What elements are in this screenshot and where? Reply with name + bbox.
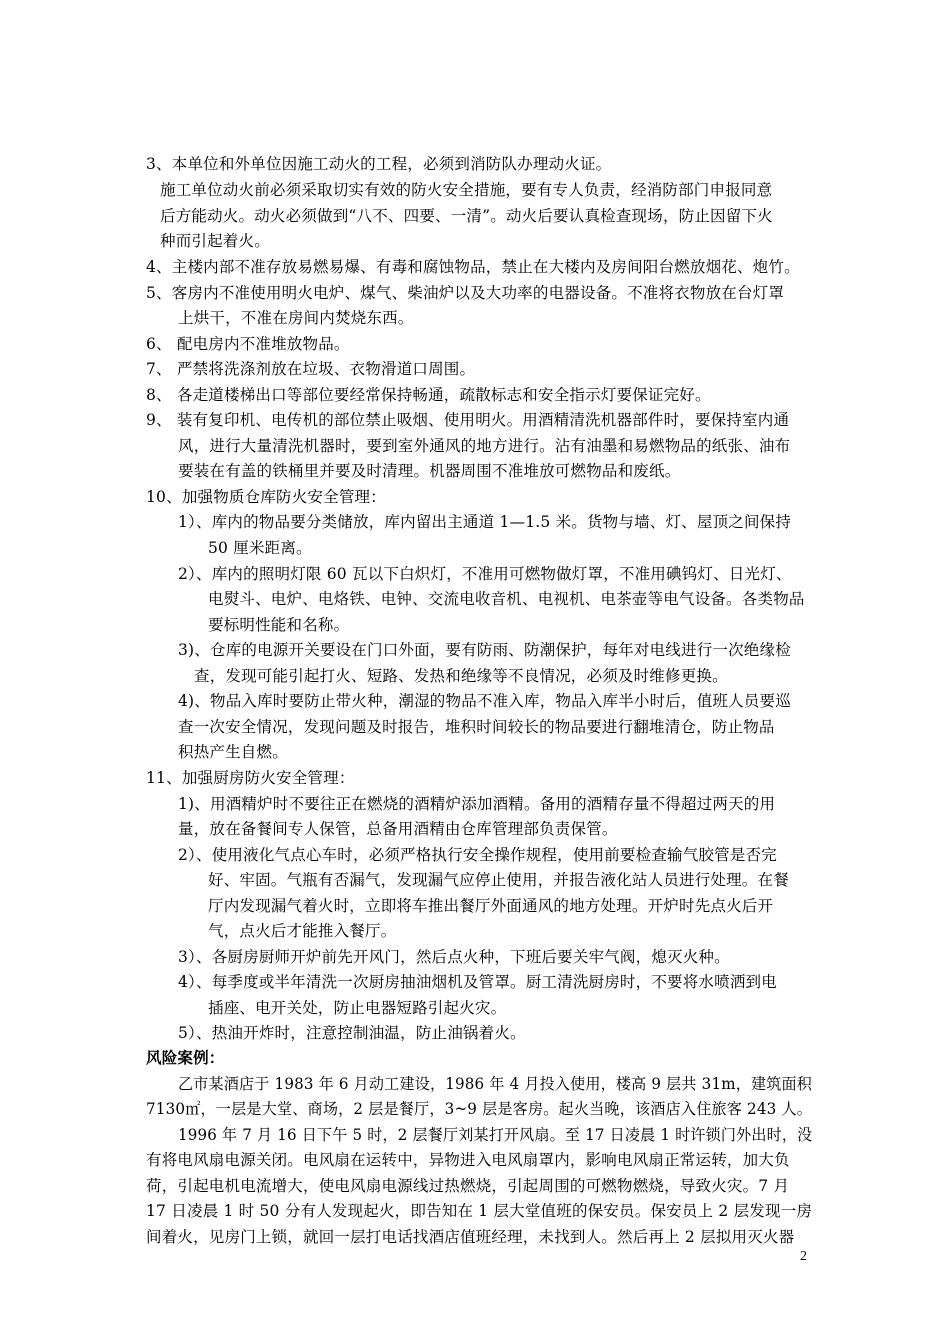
rule-11-3: 3）、各厨房厨师开炉前先开风门，然后点火种，下班后要关牢气阀，熄灭火种。 <box>178 948 730 966</box>
rule-10-1-line: 50 厘米距离。 <box>208 539 312 557</box>
rule-11-5: 5）、热油开炸时，注意控制油温，防止油锅着火。 <box>178 1024 526 1042</box>
rule-11-1-line: 1)、用酒精炉时不要往正在燃烧的酒精炉添加酒精。备用的酒精存量不得超过两天的用 <box>178 795 776 813</box>
rule-10-4-line: 积热产生自燃。 <box>178 743 288 761</box>
rule-5-line: 5、客房内不准使用明火电炉、煤气、柴油炉以及大功率的电器设备。不准将衣物放在台灯罩 <box>146 284 785 302</box>
rule-11-2-line: 气，点火后才能推入餐厅。 <box>208 922 397 940</box>
rule-10-2-line: 要标明性能和名称。 <box>208 616 350 634</box>
rule-5-line: 上烘干，不准在房间内焚烧东西。 <box>178 309 414 327</box>
risk-case-heading: 风险案例： <box>146 1049 225 1067</box>
rule-10-1-line: 1）、库内的物品要分类储放，库内留出主通道 1—1.5 米。货物与墙、灯、屋顶之间保持 <box>178 513 792 531</box>
rule-3-title: 3、本单位和外单位因施工动火的工程，必须到消防队办理动火证。 <box>146 155 612 173</box>
rule-11-2-line: 厅内发现漏气着火时，立即将车推出餐厅外面通风的地方处理。开炉时先点火后开 <box>208 897 774 915</box>
rule-9-line: 9、 装有复印机、电传机的部位禁止吸烟、使用明火。用酒精清洗机器部件时，要保持室内通 <box>146 411 790 429</box>
rule-10-3-line: 3)、仓库的电源开关要设在门口外面，要有防雨、防潮保护，每年对电线进行一次绝缘检 <box>178 641 791 659</box>
rule-10-2-line: 电熨斗、电炉、电烙铁、电钟、交流电收音机、电视机、电茶壶等电气设备。各类物品 <box>208 590 805 608</box>
rule-11-4-line: 4）、每季度或半年清洗一次厨房抽油烟机及管罩。厨工清洗厨房时，不要将水喷洒到电 <box>178 973 777 991</box>
case-paragraph-2-line: 荷，引起电机电流增大，使电风扇电源线过热燃烧，引起周围的可燃物燃烧，导致火灾。7 月 <box>146 1177 790 1195</box>
rule-3-detail-line: 后方能动火。动火必须做到“八不、四要、一清”。动火后要认真检查现场，防止因留下火 <box>160 207 773 225</box>
rule-11-2-line: 好、牢固。气瓶有否漏气，发现漏气应停止使用，并报告液化站人员进行处理。在餐 <box>208 871 789 889</box>
rule-10-2-line: 2）、库内的照明灯限 60 瓦以下白炽灯，不准用可燃物做灯罩，不准用碘钨灯、日光灯、 <box>178 565 792 583</box>
rule-9-line: 要装在有盖的铁桶里并要及时清理。机器周围不准堆放可燃物品和废纸。 <box>178 462 681 480</box>
case-paragraph-2-line: 有将电风扇电源关闭。电风扇在运转中，异物进入电风扇罩内，影响电风扇正常运转，加大负 <box>146 1151 790 1169</box>
case-paragraph-1-line: 7130㎡，一层是大堂、商场，2 层是餐厅，3~9 层是客房。起火当晚，该酒店入住旅客 243 人。 <box>146 1100 813 1118</box>
rule-10-title: 10、加强物质仓库防火安全管理： <box>146 488 386 506</box>
case-paragraph-2-line: 17 日凌晨 1 时 50 分有人发现起火，即告知在 1 层大堂值班的保安员。保安员上 2 层发现一房 <box>146 1202 813 1220</box>
rule-10-4-line: 查一次安全情况，发现问题及时报告，堆积时间较长的物品要进行翻堆清仓，防止物品 <box>178 718 775 736</box>
rule-11-4-line: 插座、电开关处，防止电器短路引起火灾。 <box>208 999 507 1017</box>
rule-11-1-line: 量，放在备餐间专人保管，总备用酒精由仓库管理部负责保管。 <box>178 820 618 838</box>
case-paragraph-2-line: 间着火，见房门上锁，就回一层打电话找酒店值班经理，未找到人。然后再上 2 层拟用灭火器 <box>146 1228 795 1246</box>
rule-9-line: 风，进行大量清洗机器时，要到室外通风的地方进行。沾有油墨和易燃物品的纸张、油布 <box>178 437 791 455</box>
rule-6: 6、 配电房内不准堆放物品。 <box>146 335 350 353</box>
case-paragraph-1-line: 乙市某酒店于 1983 年 6 月动工建设，1986 年 4 月投入使用，楼高 9 层共 31m，建筑面积 <box>178 1075 813 1093</box>
rule-10-3-line: 查，发现可能引起打火、短路、发热和绝缘等不良情况，必须及时维修更换。 <box>194 667 728 685</box>
rule-3-detail-line: 种而引起着火。 <box>160 232 270 250</box>
rule-7: 7、 严禁将洗涤剂放在垃圾、衣物滑道口周围。 <box>146 360 476 378</box>
rule-11-title: 11、加强厨房防火安全管理： <box>146 769 355 787</box>
rule-8: 8、 各走道楼梯出口等部位要经常保持畅通，疏散标志和安全指示灯要保证完好。 <box>146 386 711 404</box>
rule-3-detail-line: 施工单位动火前必须采取切实有效的防火安全措施，要有专人负责，经消防部门申报同意 <box>160 181 773 199</box>
rule-11-2-line: 2）、使用液化气点心车时，必须严格执行安全操作规程，使用前要检查输气胶管是否完 <box>178 846 777 864</box>
rule-4: 4、主楼内部不准存放易燃易爆、有毒和腐蚀物品，禁止在大楼内及房间阳台燃放烟花、炮竹。 <box>146 258 800 276</box>
rule-10-4-line: 4)、物品入库时要防止带火种，潮湿的物品不准入库，物品入库半小时后，值班人员要巡 <box>178 692 791 710</box>
page-number: 2 <box>800 1249 807 1264</box>
case-paragraph-2-line: 1996 年 7 月 16 日下午 5 时，2 层餐厅刘某打开风扇。至 17 日凌晨 1 时许锁门外出时，没 <box>178 1126 813 1144</box>
